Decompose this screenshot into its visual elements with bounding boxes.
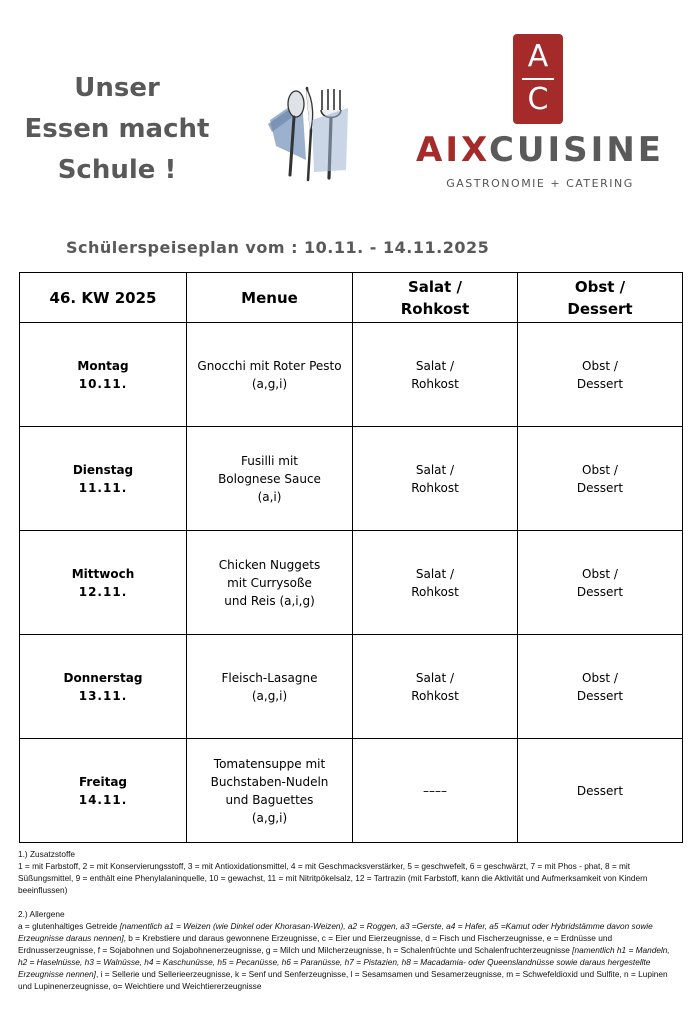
table-row bbox=[20, 739, 683, 843]
day-name: Dienstag bbox=[72, 462, 134, 477]
day-date: 11.11. bbox=[78, 480, 128, 495]
dessert-cell: Obst / Dessert bbox=[518, 323, 683, 427]
header-week: 46. KW 2025 bbox=[20, 273, 187, 323]
dessert-cell: Obst / Dessert bbox=[518, 531, 683, 635]
logo-tagline: GASTRONOMIE + CATERING bbox=[446, 177, 634, 190]
menu-cell: Gnocchi mit Roter Pesto (a,g,i) bbox=[187, 323, 353, 427]
allergens-a-intro: a = glutenhaltiges Getreide bbox=[18, 921, 120, 931]
plan-title: Schülerspeiseplan vom : 10.11. - 14.11.2025 bbox=[66, 238, 490, 257]
salad-cell: Salat / Rohkost bbox=[353, 635, 518, 739]
dessert-cell: Obst / Dessert bbox=[518, 427, 683, 531]
day-cell bbox=[20, 427, 187, 531]
day-date: 12.11. bbox=[78, 584, 128, 599]
headline-line-3: Schule ! bbox=[57, 155, 177, 185]
cutlery-icon bbox=[262, 80, 352, 185]
dessert-cell: Dessert bbox=[518, 739, 683, 843]
table-row bbox=[20, 427, 683, 531]
allergens-a-detail: [namentlich a1 = Weizen (wie Dinkel oder Khorasan-Weizen), a2 = Roggen, a3 =Gerste, a4 = Hafer, a5 =Kamut oder Hybridstämme davon sowie Erzeugnisse daraus nennen] bbox=[18, 921, 653, 943]
allergens-end: , i = Sellerie und Sellerieerzeugnisse, k = Senf und Senferzeugnisse, l = Sesamsamen und Sesamerzeugnisse, m = Schwefeldioxid und Sulfite, n = Lupinen und Lupinenerzeugnisse, o= Weichtiere und Weichtiererzeugnisse bbox=[18, 969, 668, 991]
logo-word-aix: AIX bbox=[416, 130, 489, 170]
dessert-cell: Obst / Dessert bbox=[518, 635, 683, 739]
headline-line-1: Unser bbox=[74, 73, 160, 103]
day-cell bbox=[20, 635, 187, 739]
day-cell bbox=[20, 323, 187, 427]
logo-wordmark bbox=[410, 130, 670, 170]
headline-line-2: Essen macht bbox=[24, 114, 210, 144]
salad-cell: Salat / Rohkost bbox=[353, 531, 518, 635]
aixcuisine-logo bbox=[410, 34, 670, 199]
logo-monogram bbox=[513, 34, 563, 124]
allergens-mid: , b = Krebstiere und daraus gewonnene Erzeugnisse, c = Eier und Eierzeugnisse, d = Fisch und Fischerzeugnisse, e = Erdnüsse und Erdnusserzeugnisse, f = Sojabohnen und Sojabohnenerzeugnisse, g = Milch und Milcherzeugnisse, h = Schalenfrüchte und Schalenfruchterzeugnisse bbox=[18, 933, 613, 955]
day-date: 14.11. bbox=[78, 792, 128, 807]
additives-text: 1 = mit Farbstoff, 2 = mit Konservierungsstoff, 3 = mit Antioxidationsmittel, 4 = mit Geschmacksverstärker, 5 = geschwefelt, 6 = geschwärzt, 7 = mit Phos - phat, 8 = mit Süßungsmittel, 9 = enthält eine Phenylalaninquelle, 10 = gewachst, 11 = mit Nitritpökelsalz, 12 = Tartrazin (mit Farbstoff, kann die Aktivität und Aufmerksamkeit von Kindern beeinflussen) bbox=[18, 861, 648, 895]
menu-cell: Tomatensuppe mit Buchstaben-Nudeln und Baguettes (a,g,i) bbox=[187, 739, 353, 843]
headline bbox=[22, 68, 212, 191]
logo-word-cuisine: CUISINE bbox=[488, 130, 664, 170]
allergens-h-detail: [namentlich h1 = Mandeln, h2 = Haselnüsse, h3 = Walnüsse, h4 = Kaschunüsse, h5 = Pecanüsse, h6 = Paranüsse, h7 = Pistazien, h8 = Macadamia- oder Queenslandnüsse sowie daraus hergestellte Erzeugnisse nennen] bbox=[18, 945, 670, 979]
logo-divider bbox=[522, 78, 554, 80]
table-header-row bbox=[20, 273, 683, 323]
header-salad: Salat / Rohkost bbox=[353, 273, 518, 323]
additives-title: 1.) Zusatzstoffe bbox=[18, 849, 76, 859]
table-row bbox=[20, 531, 683, 635]
menu-cell: Fleisch-Lasagne (a,g,i) bbox=[187, 635, 353, 739]
day-cell bbox=[20, 739, 187, 843]
day-name: Freitag bbox=[78, 774, 128, 789]
legend bbox=[18, 848, 680, 992]
day-name: Donnerstag bbox=[63, 670, 143, 685]
table-row bbox=[20, 635, 683, 739]
day-name: Mittwoch bbox=[71, 566, 135, 581]
allergens-title: 2.) Allergene bbox=[18, 909, 65, 919]
legend-spacer bbox=[18, 896, 680, 908]
salad-cell: –––– bbox=[353, 739, 518, 843]
salad-cell: Salat / Rohkost bbox=[353, 323, 518, 427]
menu-cell: Fusilli mit Bolognese Sauce (a,i) bbox=[187, 427, 353, 531]
menu-table bbox=[19, 272, 683, 843]
day-date: 13.11. bbox=[78, 688, 128, 703]
logo-letter-c: C bbox=[527, 82, 549, 117]
logo-letter-a: A bbox=[527, 39, 549, 74]
day-name: Montag bbox=[77, 358, 129, 373]
allergens-text bbox=[18, 920, 680, 992]
menu-cell: Chicken Nuggets mit Currysoße und Reis (a,i,g) bbox=[187, 531, 353, 635]
day-date: 10.11. bbox=[78, 376, 128, 391]
table-row bbox=[20, 323, 683, 427]
salad-cell: Salat / Rohkost bbox=[353, 427, 518, 531]
day-cell bbox=[20, 531, 187, 635]
header-menu: Menue bbox=[187, 273, 353, 323]
header-dessert: Obst / Dessert bbox=[518, 273, 683, 323]
